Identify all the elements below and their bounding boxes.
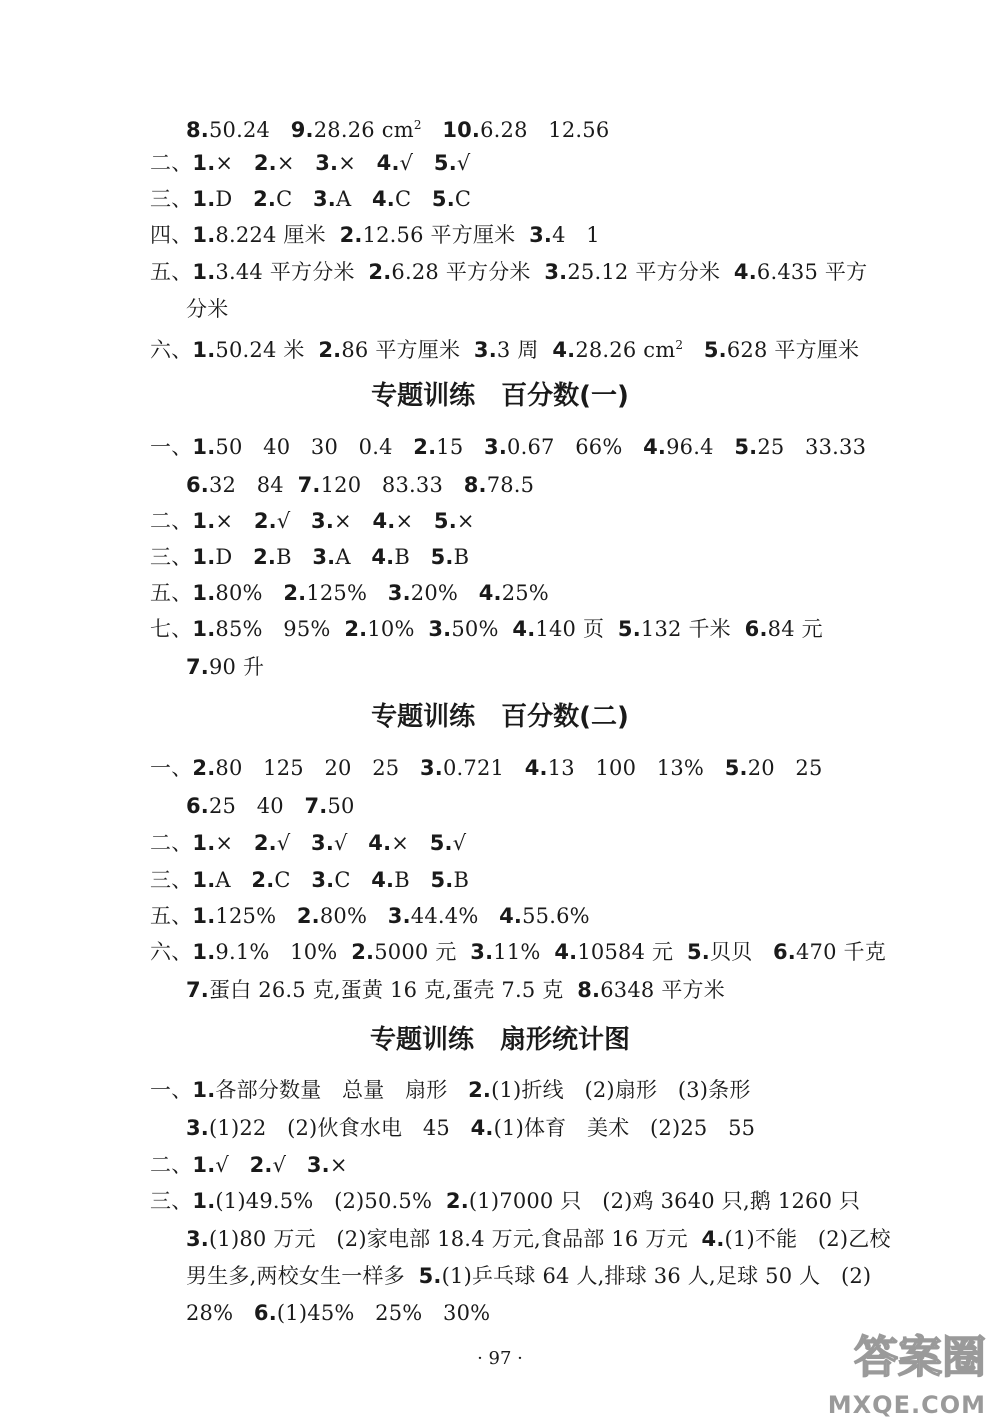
watermark-logo: 答案圈	[854, 1332, 986, 1383]
answer-line: 五、1.3.44 平方分米 2.6.28 平方分米 3.25.12 平方分米 4.6.435 平方	[150, 260, 868, 284]
watermark	[806, 1329, 986, 1419]
answer-line: 二、1.× 2.√ 3.× 4.× 5.×	[150, 509, 475, 533]
answer-line: 一、2.80 125 20 25 3.0.721 4.13 100 13% 5.20 25	[150, 756, 823, 780]
answer-line: 3.(1)80 万元 (2)家电部 18.4 万元,食品部 16 万元 4.(1)不能 (2)乙校	[186, 1227, 891, 1251]
answer-line: 五、1.125% 2.80% 3.44.4% 4.55.6%	[150, 904, 590, 928]
answer-line: 六、1.9.1% 10% 2.5000 元 3.11% 4.10584 元 5.贝贝 6.470 千克	[150, 940, 886, 964]
answer-line: 五、1.80% 2.125% 3.20% 4.25%	[150, 581, 549, 605]
answer-line: 一、1.50 40 30 0.4 2.15 3.0.67 66% 4.96.4 5.25 33.33	[150, 435, 867, 459]
answer-line: 三、1.(1)49.5% (2)50.5% 2.(1)7000 只 (2)鸡 3640 只,鹅 1260 只	[150, 1189, 861, 1213]
answer-line: 三、1.D 2.B 3.A 4.B 5.B	[150, 545, 470, 569]
answer-line: 3.(1)22 (2)伙食水电 45 4.(1)体育 美术 (2)25 55	[186, 1116, 756, 1140]
answer-line: 三、1.A 2.C 3.C 4.B 5.B	[150, 868, 470, 892]
answer-line: 28% 6.(1)45% 25% 30%	[186, 1301, 491, 1325]
answer-line: 7.蛋白 26.5 克,蛋黄 16 克,蛋壳 7.5 克 8.6348 平方米	[186, 978, 725, 1002]
watermark-url: MXQE.COM	[827, 1391, 986, 1419]
answer-line: 6.32 84 7.120 83.33 8.78.5	[186, 473, 535, 497]
section-title: 专题训练 扇形统计图	[369, 1025, 630, 1055]
answer-line: 二、1.× 2.× 3.× 4.√ 5.√	[150, 151, 471, 175]
section-title: 专题训练 百分数(一)	[371, 381, 629, 411]
answer-line: 三、1.D 2.C 3.A 4.C 5.C	[150, 187, 472, 211]
answer-line: 男生多,两校女生一样多 5.(1)乒乓球 64 人,排球 36 人,足球 50 人 (2)	[186, 1264, 872, 1288]
answer-line: 7.90 升	[186, 655, 265, 679]
answer-line: 6.25 40 7.50	[186, 794, 355, 818]
answer-line: 四、1.8.224 厘米 2.12.56 平方厘米 3.4 1	[150, 223, 600, 247]
answer-line: 一、1.各部分数量 总量 扇形 2.(1)折线 (2)扇形 (3)条形	[150, 1078, 751, 1102]
answer-line: 分米	[186, 297, 229, 321]
answer-line: 七、1.85% 95% 2.10% 3.50% 4.140 页 5.132 千米 6.84 元	[150, 617, 823, 641]
answer-line: 二、1.× 2.√ 3.√ 4.× 5.√	[150, 831, 467, 855]
section-title: 专题训练 百分数(二)	[371, 702, 629, 732]
answer-line: 六、1.50.24 米 2.86 平方厘米 3.3 周 4.28.26 $cm^2$ 5.628 平方厘米	[150, 338, 860, 362]
answer-line: 8.50.24 9.28.26 $cm^2$ 10.6.28 12.56	[186, 118, 610, 142]
answer-line: 二、1.√ 2.√ 3.×	[150, 1153, 348, 1177]
page-number: · 97 ·	[477, 1348, 523, 1369]
